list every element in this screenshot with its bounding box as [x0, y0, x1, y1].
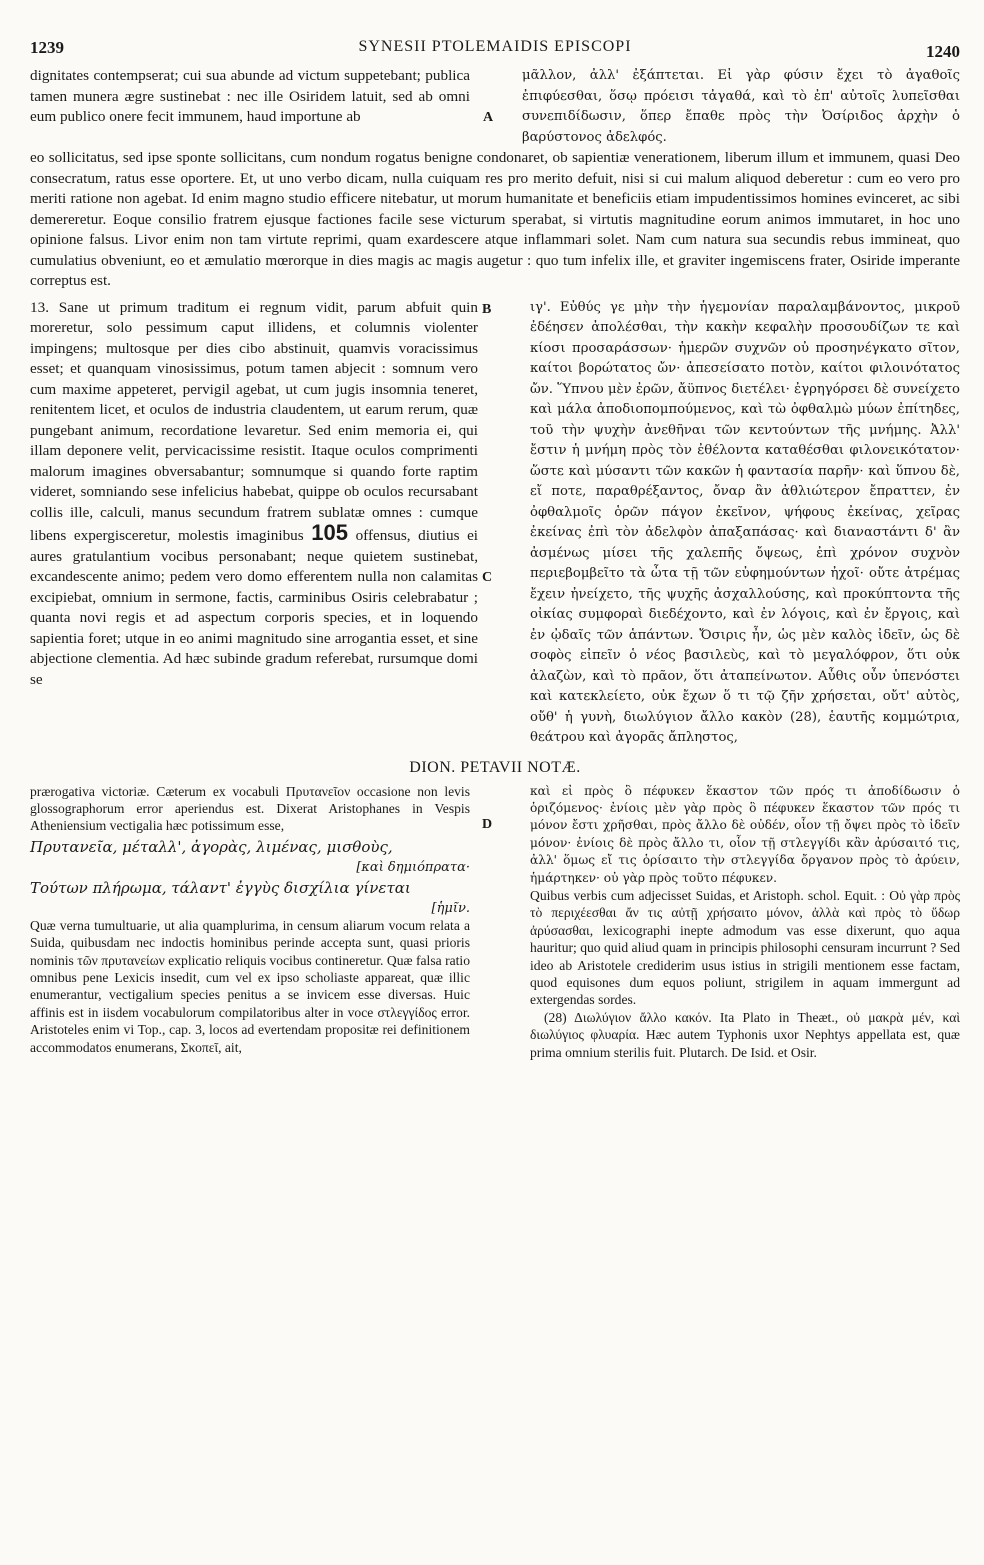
column-number-right: 1240	[926, 42, 960, 61]
margin-marker-d: D	[482, 816, 493, 832]
notes-heading: DION. PETAVII NOTÆ.	[409, 758, 581, 776]
verse-line-3: Τούτων πλήρωμα, τάλαντ' ἐγγὺς δισχίλια γίνεται	[30, 878, 411, 897]
notes-left-intro: prærogativa victoriæ. Cæterum ex vocabuli Πρυτανεῖον occasione non levis glossographorum error aperiendus est. Dixerat Aristophanes in Vespis Atheniensium vectigalia hæc potissimum esse,	[30, 783, 470, 834]
notes-left-body: Quæ verna tumultuarie, ut alia quamplurima, in censum aliarum vocum relata a Suida, quibusdam nec indoctis hominibus perinde accepta sunt, quasi prioris nominis τῶν πρυτανείων explicatio reliquis vocibus contineretur. Quæ falsa ratio omnibus pene Lexicis insedit, cum vel ex ipso scholiaste appareat, quæ illic enumerantur, vectigalium species penitus a se invicem esse diversas. Huic affinis est in iisdem vocabulorum compilatoribus alter in voce στλεγγίδος error. Aristoteles enim vi Top., cap. 3, locos ad evertendam propositæ rei definitionem accommodatos enumerans, Σκοπεῖ, ait,	[30, 917, 470, 1055]
latin-full-width-paragraph: eo sollicitatus, sed ipse sponte sollicitans, cum nondum rogatus benigne condonaret, ob sapientiæ venerationem, liberum illum et immunem, quasi Deo consecratum, ratus esse oportere. Et, ut uno verbo dicam, nulla cuiquam res pro merito defuit, nisi si cui malum aliquod deberetur : cum eo vero pro meriti ratione non agebat. Id enim magno studio efficere nitebatur, ut morum humanitate et beneficiis etiam impudentissimos homines evinceret, ac sibi demereretur. Eoque consilio fratrem ejusque factiones facile sese victurum sperabat, si virtutis magnitudine eorum animos immutaret, in hoc uno opinione falsus. Livor enim non tam virtute reprimi, quam exardescere atque inflammari solet. Nam cum natura sua secundis rebus immineat, quo cumulatius obveniunt, eo et æmulatio mœrorque in dies magis ac magis augetur : quo tum infelix ille, et graviter ingemiscens frater, Osiride imperante correptus est.	[30, 149, 960, 289]
note-28: (28) Διωλύγιον ἄλλο κακόν. Ita Plato in Theæt., οὐ μακρὰ μέν, καὶ διωλύγιος φλυαρία. Hæc autem Typhonis uxor Nephtys appellata est, quæ prima omnium sterilis fuit. Plutarch. De Isid. et Osir.	[530, 1009, 960, 1060]
verse-line-2: [καὶ δημιόπρατα·	[356, 859, 470, 875]
notes-right-latin: Quibus verbis cum adjecisset Suidas, et Aristoph. schol. Equit. : Οὐ γὰρ πρὸς τὸ περιχέεσθαι ἄν τις αὐτῇ χρήσαιτο μόνον, ἀλλὰ καὶ πρὸς τὸ ὕδωρ ἀρύσασθαι, lexicographi inepte admodum vas esse dixerunt, quo aqua hauritur; quo quid aliud quam in principis philosophi censuram incurrunt ? Sed ideo ab Aristotele crediderim usus istius in strigili mentionem esse factam, quod equisones dum equos poliunt, strigilem in aquam immergunt ad extergendas sordes.	[530, 887, 961, 1008]
latin-lead-paragraph: dignitates contempserat; cui sua abunde ad victum suppetebant; publica tamen munera ægre sustinebat : nec ille Osiridem latuit, sed ab omni eum publico onere fecit immunem, haud importune ab	[30, 67, 470, 125]
section-13-latin	[30, 298, 478, 691]
notes-right-greek: καὶ εἰ πρὸς ὃ πέφυκεν ἕκαστον τῶν πρός τι ἀποδίδωσιν ὁ ὁριζόμενος· ἐνίοις μὲν γὰρ πρὸς ὃ πέφυκεν ἕκαστον τῶν πρός τι μόνον ἔστι χρῆσθαι, πρὸς ἄλλο δὲ οὐδέν, οἷον τῇ ὄψει πρὸς τὸ ἰδεῖν μόνον· ἐνίοις δὲ πρὸς ἄλλο τι, οἷον τῇ στλεγγίδι κἂν ἀρύσαιτό τις, ἀλλ' ὅμως εἴ τις ὁρίσαιτο τὴν στλεγγίδα ὄργανον πρὸς τὸ ἀρύειν, ἡμάρτηκεν· οὐ γὰρ πρὸς τοῦτο πέφυκεν.	[530, 783, 960, 885]
section-13-latin-part-a: 13. Sane ut primum traditum ei regnum vidit, parum abfuit quin moreretur, solo pessimum caput illidens, et columnis violenter impingens; multosque per dies cibo abstinuit, quamvis voracissimus esset; et quanquam vinosissimus, potum tamen abjecit : somnum vero cum maxime appeteret, pervigil agebat, ut cum jugis insomnia teneret, renitentem licet, et oculos de industria claudentem, ut earum rerum, quæ pungebant animum, recordatione levaretur. Sed enim memoria ei, qui illam deponere velit, pervicacissime resistit. Itaque oculos comprimenti malorum imagines obversabantur; somnumque si quando forte raptim videret, somniando sese infelicius habebat, quippe ob oculos recursabant collis ille, calculi, manus secundum fratrem sublatæ omnes : cumque libens expergisceretur, molestis imaginibus	[30, 298, 478, 544]
running-title: SYNESII PTOLEMAIDIS EPISCOPI	[358, 38, 632, 55]
verse-line-4: [ἡμῖν.	[431, 900, 470, 916]
notes-block	[30, 783, 960, 1062]
greek-lead-paragraph: μᾶλλον, ἀλλ' ἐξάπτεται. Εἰ γὰρ φύσιν ἔχει τὸ ἀγαθοῖς ἐπιφύεσθαι, ὅσῳ πρόεισι τἀγαθά, καὶ τὸ ἐπ' αὐτοῖς λυπεῖσθαι συνεπιδίδωσιν, ὅπερ ἔπαθε πρὸς τὴν Ὀσίριδος ἀρχὴν ὁ βαρύστονος ἀδελφός.	[522, 68, 960, 145]
column-number-left: 1239	[30, 38, 64, 57]
page	[30, 38, 960, 1061]
margin-marker-b: B	[482, 301, 492, 317]
section-13-latin-part-b: offensus, diutius ei aures gratulantium vocibus personabant; neque quietem sustinebat, excandescente animo; pedem vero domo efferentem nulla non calamitas excipiebat, omnium in sermone, factis, carminibus Osiris celebrabatur ; quanta novi regis et ad aspectum corporis species, et in loquendo sapientia foret; utque in eo animi magnitudo sine arrogantia esset, et sine abjectione clementia. Ad hæc subinde gradum referebat, rursumque domi se	[30, 527, 479, 688]
page-mark-105: 105	[311, 520, 348, 545]
margin-marker-c: C	[482, 569, 493, 585]
section-13-greek: ιγ'. Εὐθύς γε μὴν τὴν ἡγεμονίαν παραλαμβάνοντος, μικροῦ ἐδέησεν ἀπολέσθαι, τὴν κακὴν κεφαλὴν προσουδίζων τε καὶ κίοσι προσαράσσων· ἡμερῶν συχνῶν οὐ προσηνέγκατο σῖτον, καίτοι βορώτατος ὤν· ἀπεσείσατο ποτὸν, καίτοι φιλοινότατος ὤν. Ὕπνου μὲν ἐρῶν, ἄϋπνος διετέλει· ἐγρηγόρσει δὲ συνείχετο καὶ μάλα ἀποδιοπομπούμενος, καὶ τὼ ὀφθαλμὼ μύων ἐπίτηδες, τοῦ τὴν ψυχὴν ἀνεθῆναι τῶν κεντούντων τῆς μνήμης. Ἀλλ' ἔστιν ἡ μνήμη πρὸς τὸν ἐθέλοντα καταθέσθαι φιλονεικότατον· ὥστε καὶ μύσαντι τῶν κακῶν ἡ φαντασία παρῆν· καὶ ὕπνου δὲ, εἴ ποτε, παραθρέξαντος, ὄναρ ἂν ἀθλιώτερον ἔπραττεν, ἐν ὀφθαλμοῖς ὁρῶν πάγον ἐκεῖνον, ψήφους ἐκείνας, χεῖρας ἐκείνας ἐπὶ τὸν ἀδελφὸν ἀπαξαπάσας· καὶ διαναστάντι δ' ἂν ἀσμένως μίσει τῆς χαλεπῆς ὄψεως, ἐπὶ χρόνον συχνὸν περιεβομβεῖτο τὰ ὦτα τῇ τῶν εὐφημούντων ἠχοῖ· οὔτε ἀτρέμας ἔχειν ἠνείχετο, τῆς ψυχῆς ἀσχαλλούσης, καὶ προκύπτοντα τῆς οἰκίας συμφοραὶ διεδέχοντο, καὶ ἐν λόγοις, καὶ ἐν ἔργοις, καὶ ἐν ᾠδαῖς τῶν ἁπάντων. Ὄσιρις ἦν, ὡς μὲν καλὸς ἰδεῖν, ὡς δὲ σοφὸς εἰπεῖν ὁ νέος βασιλεὺς, καὶ τὸ μεγαλόφρον, ὅτι οὐκ ἀλαζὼν, καὶ τὸ πρᾶον, ὅτι ἀταπείνωτον. Αὖθις οὖν ὑπενόστει καὶ κατεκλείετο, οὐκ ἔχων ὅ τι τῷ ζῆν χρήσεται, οὔτ' αὐτὸς, οὔθ' ἡ γυνὴ, διωλύγιον ἄλλο κακὸν (28), ἑαυτῆς κομμώτρια, θεάτρου καὶ ἀγορᾶς ἄπληστος,	[530, 299, 960, 745]
verse-line-1: Πρυτανεῖα, μέταλλ', ἀγορὰς, λιμένας, μισθοὺς,	[30, 837, 393, 856]
section-13-block	[30, 298, 960, 749]
page-header	[30, 38, 960, 66]
top-parallel-block	[30, 66, 960, 148]
margin-marker-a: A	[483, 110, 494, 125]
